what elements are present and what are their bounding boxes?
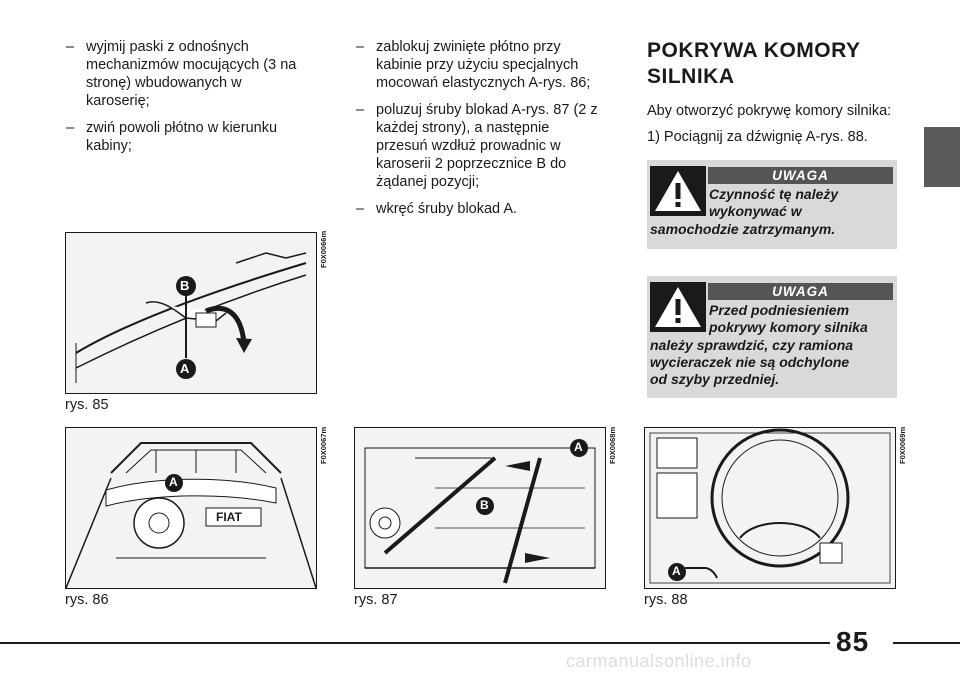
warning-line: od szyby przedniej. [650,371,780,387]
figure-code: F0X0066m [319,230,328,268]
instruction-item: – poluzuj śruby blokad A-rys. 87 (2 z każdej strony), a następnie przesuń wzdłuż prowadnic w karoserii 2 poprzecznice B do żądanej pozycji; [356,102,598,190]
brand-text: FIAT [216,510,242,524]
figure-caption: rys. 85 [65,397,109,413]
callout-label: A [574,440,583,454]
figure-caption: rys. 88 [644,592,688,608]
page-number: 85 [836,626,870,657]
warning-box-1 [647,160,897,249]
column-1 [62,38,307,164]
warning-line: pokrywy komory silnika [709,319,868,335]
figure-caption: rys. 86 [65,592,109,608]
warning-line: samochodzie zatrzymanym. [650,221,836,237]
callout-label: A [180,361,190,376]
section-tab [924,127,960,187]
callout-label: A [672,564,681,578]
footer-url: carmanualsonline.info [566,651,752,671]
instruction-item: – wkręć śruby blokad A. [356,201,518,217]
callout-label: B [180,278,190,293]
warning-label: UWAGA [708,283,893,300]
warning-line: wykonywać w [709,203,802,219]
warning-line: należy sprawdzić, czy ramiona [650,337,854,353]
intro-text: Aby otworzyć pokrywę komory silnika: [647,103,892,119]
figure-88 [644,427,896,589]
instruction-item: – zwiń powoli płótno w kierunku kabiny; [66,120,278,154]
callout-label: A [169,475,178,489]
figure-caption: rys. 87 [354,592,398,608]
figure-87 [354,427,606,589]
column-2 [352,38,602,227]
instruction-item: – wyjmij paski z odnośnych mechanizmów mocujących (3 na stronę) wbudowanych w karoserię; [66,39,297,109]
step-text: 1) Pociągnij za dźwignię A-rys. 88. [647,129,868,145]
figure-code: F0X0069m [898,426,907,464]
warning-triangle-icon [650,282,706,332]
section-heading: POKRYWA KOMORY SILNIKA [647,39,861,88]
warning-line: wycieraczek nie są odchylone [650,354,850,370]
warning-line: Czynność tę należy [709,186,839,202]
instruction-item: – zablokuj zwinięte płótno przy kabinie przy użyciu specjalnych mocowań elastycznych A-rys. 86; [356,39,591,91]
warning-box-2 [647,276,897,398]
footer-rule-left [0,642,830,644]
footer-rule-right [893,642,960,644]
column-3 [647,38,907,154]
figure-86-illustration [66,428,316,588]
warning-triangle-icon [650,166,706,216]
figure-code: F0X0068m [608,426,617,464]
figure-86 [65,427,317,589]
figure-85 [65,232,317,394]
callout-label: B [480,498,489,512]
warning-label: UWAGA [708,167,893,184]
figure-code: F0X0067m [319,426,328,464]
warning-line: Przed podniesieniem [709,302,850,318]
